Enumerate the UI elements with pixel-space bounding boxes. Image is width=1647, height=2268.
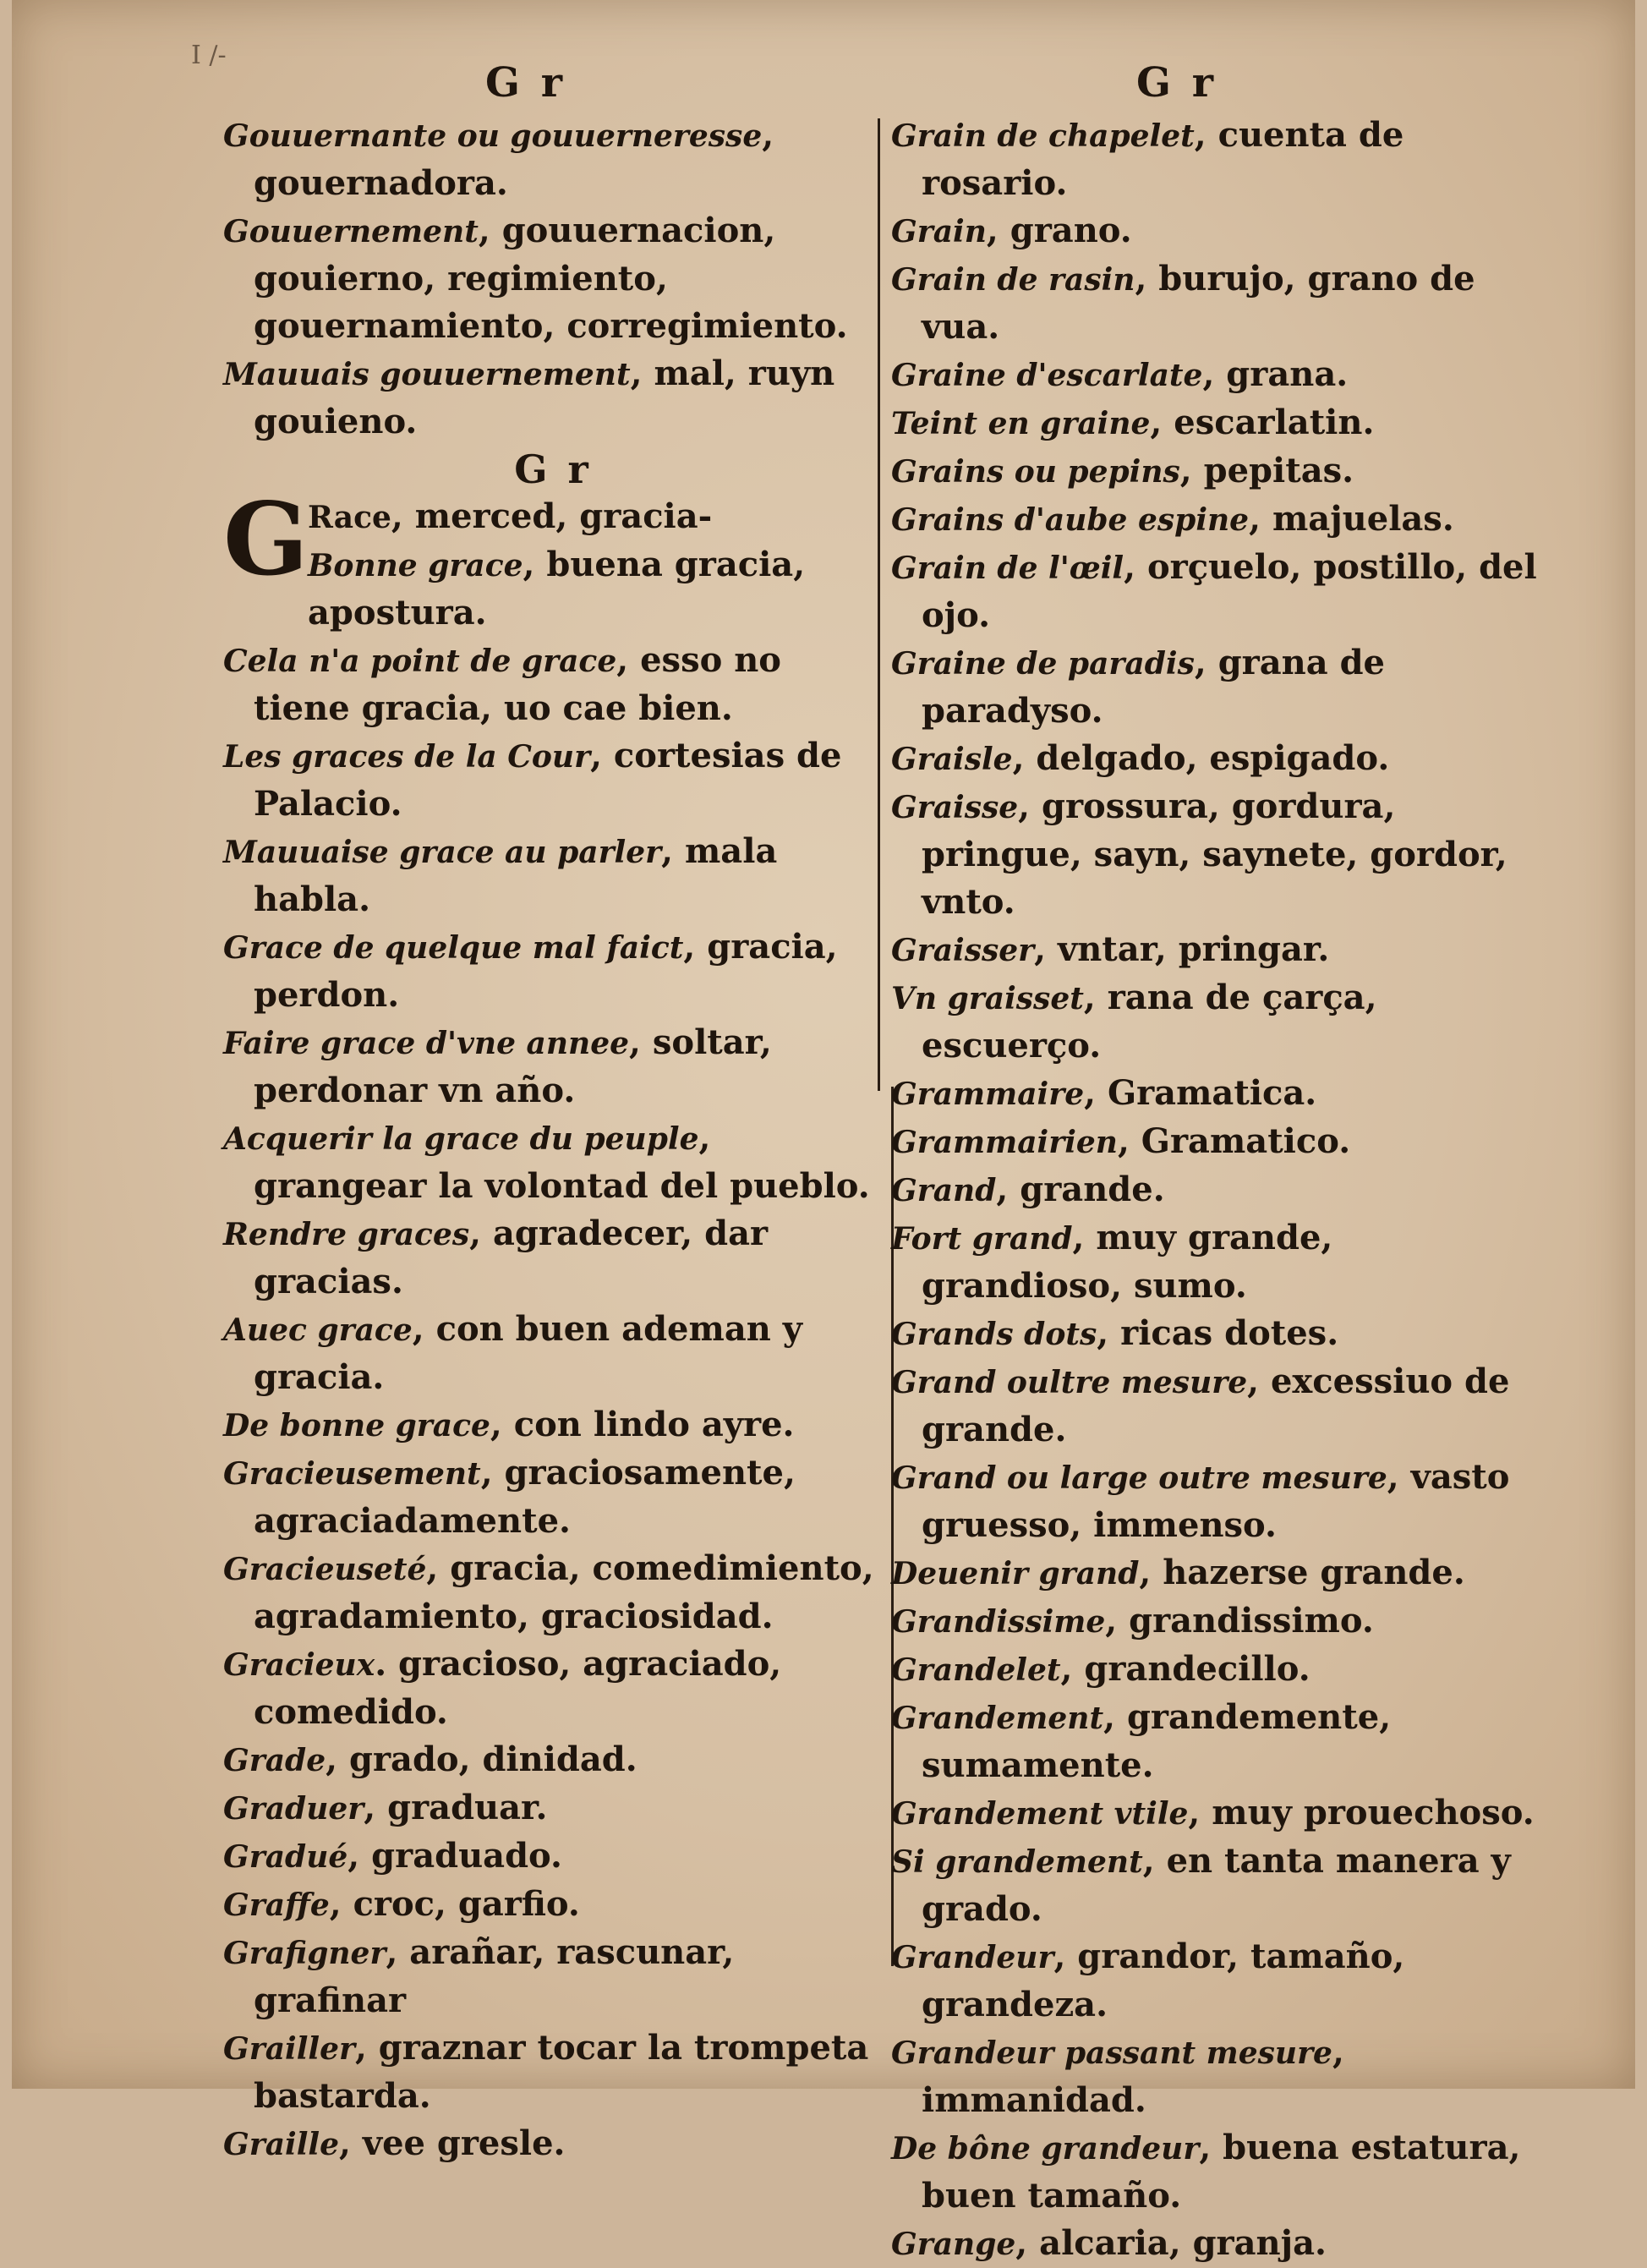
entry-definition: , arañar, rascunar, grafinar [254, 1932, 735, 2020]
entry-definition: , grandecillo. [1060, 1649, 1310, 1689]
dictionary-entry [223, 828, 883, 923]
entry-definition: , excessiuo de grande. [922, 1361, 1510, 1449]
entry-definition: , mala habla. [254, 831, 778, 919]
entry-headword: Grains d'aube espine [891, 502, 1250, 538]
entry-headword: De bône grandeur [891, 2131, 1200, 2167]
entry-definition: , grana. [1202, 354, 1349, 394]
margin-mark: I /- [191, 41, 227, 70]
entry-headword: Gouuernante ou gouuerneresse [223, 118, 763, 154]
dictionary-entry [223, 1019, 883, 1115]
entry-definition: , merced, gracia- [391, 496, 713, 536]
entry-headword: Grain [891, 214, 987, 249]
entry-definition: , gouuernacion, gouierno, regimiento, gouernamiento, corregimiento. [254, 211, 848, 346]
dictionary-entry [891, 974, 1542, 1070]
entry-headword: Graduer [223, 1791, 364, 1827]
entry-headword: Grace de quelque mal faict [223, 930, 684, 966]
dictionary-entry [891, 1646, 1542, 1694]
entry-definition: , grana de paradyso. [922, 643, 1385, 731]
entry-definition: , Gramatica. [1084, 1073, 1317, 1113]
entry-definition: , immanidad. [922, 2032, 1344, 2120]
entry-definition: , majuelas. [1249, 499, 1454, 539]
dictionary-entry [223, 1641, 883, 1736]
dictionary-entry [223, 1401, 883, 1449]
entry-definition: , delgado, espigado. [1012, 738, 1390, 778]
entry-definition: , pepitas. [1179, 451, 1354, 490]
dictionary-entry [223, 2024, 883, 2120]
entry-headword: Grand ou large outre mesure [891, 1460, 1387, 1496]
right-running-header: G r [1136, 59, 1217, 107]
entry-headword: Grain de l'œil [891, 551, 1124, 586]
dictionary-entry [891, 1694, 1542, 1789]
entry-headword: Teint en graine [891, 406, 1151, 441]
entry-headword: Grandissime [891, 1604, 1106, 1640]
dictionary-entry [891, 1214, 1542, 1310]
entry-headword: Grands dots [891, 1317, 1097, 1352]
entry-definition: , vntar, pringar. [1034, 929, 1330, 969]
dictionary-entry [891, 1838, 1542, 1933]
dictionary-entry [223, 637, 883, 732]
entry-headword: De bonne grace [223, 1408, 490, 1444]
entry-definition: . gracioso, agraciado, comedido. [254, 1644, 782, 1732]
entry-headword: Fort grand [891, 1221, 1073, 1257]
entry-headword: Gracieux [223, 1647, 375, 1683]
dictionary-entry [223, 1306, 883, 1401]
entry-headword: Auec grace [223, 1312, 413, 1348]
dictionary-entry [223, 207, 883, 350]
entry-definition: , hazerse grande. [1139, 1553, 1465, 1592]
entry-definition: , grandemente, sumamente. [922, 1697, 1392, 1785]
entry-definition: , alcaria, granja. [1015, 2223, 1327, 2263]
dictionary-entry [223, 112, 883, 207]
dictionary-entry [891, 447, 1542, 496]
entry-definition: , gouernadora. [254, 115, 774, 203]
entry-headword: Graille [223, 2127, 339, 2162]
entry-headword: Graisser [891, 933, 1035, 968]
entry-headword: Mauuaise grace au parler [223, 835, 662, 870]
dictionary-entry [891, 399, 1542, 447]
entry-headword: Gracieusement [223, 1456, 481, 1492]
entry-headword: Deuenir grand [891, 1556, 1140, 1591]
entry-headword: Grafigner [223, 1936, 386, 1971]
entry-headword: Gradué [223, 1839, 348, 1875]
dictionary-entry [223, 1115, 883, 1210]
entry-definition: , grano. [986, 211, 1132, 250]
entry-definition: , cuenta de rosario. [922, 115, 1404, 203]
entry-definition: , cortesias de Palacio. [254, 736, 842, 824]
entry-definition: , graduar. [364, 1788, 548, 1827]
entry-headword: Grammairien [891, 1125, 1118, 1160]
entry-headword: Les graces de la Cour [223, 739, 591, 775]
dictionary-entry [891, 351, 1542, 399]
entry-definition: , gracia, comedimiento, agradamiento, graciosidad. [254, 1548, 874, 1636]
dictionary-entry [223, 1545, 883, 1641]
dictionary-entry [891, 544, 1542, 639]
entry-definition: , croc, garfio. [329, 1884, 580, 1924]
dictionary-entry [891, 1070, 1542, 1118]
entry-headword: Grandement [891, 1701, 1104, 1736]
dictionary-entry [891, 639, 1542, 735]
entry-headword: Graisse [891, 790, 1019, 825]
entry-headword: Graine d'escarlate [891, 358, 1203, 393]
entry-definition: , buena gracia, apostura. [308, 545, 806, 633]
entry-headword: Cela n'a point de grace [223, 644, 617, 679]
entry-definition: , graznar tocar la trompeta bastarda. [254, 2028, 869, 2116]
entry-headword: Acquerir la grace du peuple [223, 1121, 699, 1157]
entry-definition: , vasto gruesso, immenso. [922, 1457, 1510, 1545]
entry-headword: Grailler [223, 2031, 355, 2067]
entry-definition: , orçuelo, postillo, del ojo. [922, 547, 1537, 635]
entry-definition: , con lindo ayre. [490, 1405, 795, 1444]
entry-definition: , vee gresle. [338, 2123, 566, 2163]
entry-headword: Race [308, 500, 391, 535]
dictionary-entry [891, 2124, 1542, 2220]
entry-headword: Grange [891, 2227, 1016, 2262]
entry-headword: Graffe [223, 1887, 330, 1923]
entry-definition: , con buen ademan y gracia. [254, 1309, 802, 1397]
entry-headword: Grandeur [891, 1940, 1054, 1975]
entry-headword: Rendre graces [223, 1217, 470, 1252]
dictionary-entry [223, 1832, 883, 1881]
dictionary-entry [891, 255, 1542, 351]
drop-cap: G [223, 480, 309, 598]
entry-headword: Graisle [891, 742, 1013, 777]
book-page [12, 0, 1635, 2263]
entry-definition: , graciosamente, agraciadamente. [254, 1453, 796, 1541]
dictionary-entry [223, 1210, 883, 1306]
dictionary-entry-grace [223, 480, 883, 637]
entry-definition: , buena estatura, buen tamaño. [922, 2128, 1521, 2216]
dictionary-entry [891, 1166, 1542, 1214]
entry-headword: Gouuernement [223, 214, 479, 249]
entry-headword: Grand [891, 1173, 997, 1208]
dictionary-entry [891, 1118, 1542, 1166]
entry-headword: Grain de rasin [891, 262, 1135, 298]
dictionary-entry [891, 2029, 1542, 2124]
entry-definition: , agradecer, dar gracias. [254, 1213, 769, 1301]
entry-headword: Vn graisset [891, 981, 1084, 1016]
entry-headword: Grammaire [891, 1076, 1085, 1112]
dictionary-entry [891, 735, 1542, 783]
dictionary-entry [223, 2120, 883, 2168]
entry-headword: Grandement vtile [891, 1796, 1189, 1832]
dictionary-entry [891, 1358, 1542, 1454]
dictionary-entry [891, 207, 1542, 255]
dictionary-entry [223, 732, 883, 828]
entry-headword: Grains ou pepins [891, 454, 1180, 490]
dictionary-entry [223, 923, 883, 1019]
entry-definition: , graduado. [347, 1836, 562, 1876]
dictionary-entry [891, 1597, 1542, 1646]
dictionary-entry [891, 112, 1542, 207]
dictionary-entry [891, 1310, 1542, 1358]
entry-definition: , soltar, perdonar vn año. [254, 1022, 772, 1110]
dictionary-entry [891, 1454, 1542, 1549]
entry-headword: Grandelet [891, 1652, 1061, 1688]
dictionary-entry [223, 1929, 883, 2024]
entry-headword: Grand oultre mesure [891, 1365, 1248, 1400]
entry-definition: , esso no tiene gracia, uo cae bien. [254, 640, 781, 728]
dictionary-entry [223, 1881, 883, 1929]
entry-definition: , grossura, gordura, pringue, sayn, saynete, gordor, vnto. [922, 786, 1507, 922]
entry-definition: , grangear la volontad del pueblo. [254, 1118, 870, 1206]
section-heading: G r [514, 446, 592, 492]
entry-definition: , en tanta manera y grado. [922, 1841, 1511, 1929]
dictionary-entry [223, 1736, 883, 1784]
entry-definition: , mal, ruyn gouieno. [254, 353, 835, 441]
dictionary-entry [891, 1549, 1542, 1597]
entry-definition: , burujo, grano de vua. [922, 259, 1475, 347]
dictionary-entry [891, 783, 1542, 926]
entry-headword: Graine de paradis [891, 646, 1195, 682]
entry-definition: , muy prouechoso. [1188, 1793, 1535, 1832]
entry-definition: , Gramatico. [1117, 1121, 1351, 1161]
entry-headword: Grade [223, 1743, 326, 1778]
dictionary-entry [891, 2220, 1542, 2268]
entry-definition: , escarlatin. [1150, 403, 1375, 442]
entry-definition: , grado, dinidad. [326, 1739, 637, 1779]
dictionary-entry [891, 926, 1542, 974]
entry-definition: , ricas dotes. [1097, 1313, 1339, 1353]
entry-headword: Faire grace d'vne annee [223, 1026, 630, 1061]
dictionary-entry [891, 1933, 1542, 2029]
entry-headword: Bonne grace [308, 548, 523, 583]
left-column [223, 112, 883, 2168]
entry-definition: , gracia, perdon. [254, 927, 838, 1015]
entry-headword: Si grandement [891, 1844, 1143, 1880]
dictionary-entry [223, 1784, 883, 1832]
entry-definition: , grandor, tamaño, grandeza. [922, 1937, 1405, 2024]
entry-headword: Mauuais gouuernement [223, 357, 631, 392]
dictionary-entry [223, 350, 883, 446]
entry-headword: Grandeur passant mesure [891, 2035, 1332, 2071]
dictionary-entry [223, 1449, 883, 1545]
entry-headword: Grain de chapelet [891, 118, 1195, 154]
dictionary-entry [891, 1789, 1542, 1838]
right-column [891, 112, 1542, 2268]
entry-definition: , grande. [996, 1170, 1165, 1209]
entry-definition: , muy grande, grandioso, sumo. [922, 1218, 1333, 1306]
dictionary-entry [891, 496, 1542, 544]
entry-definition: , grandissimo. [1105, 1601, 1374, 1641]
left-running-header: G r [485, 59, 566, 107]
entry-definition: , rana de çarça, escuerço. [922, 978, 1377, 1066]
entry-headword: Gracieuseté [223, 1552, 427, 1587]
